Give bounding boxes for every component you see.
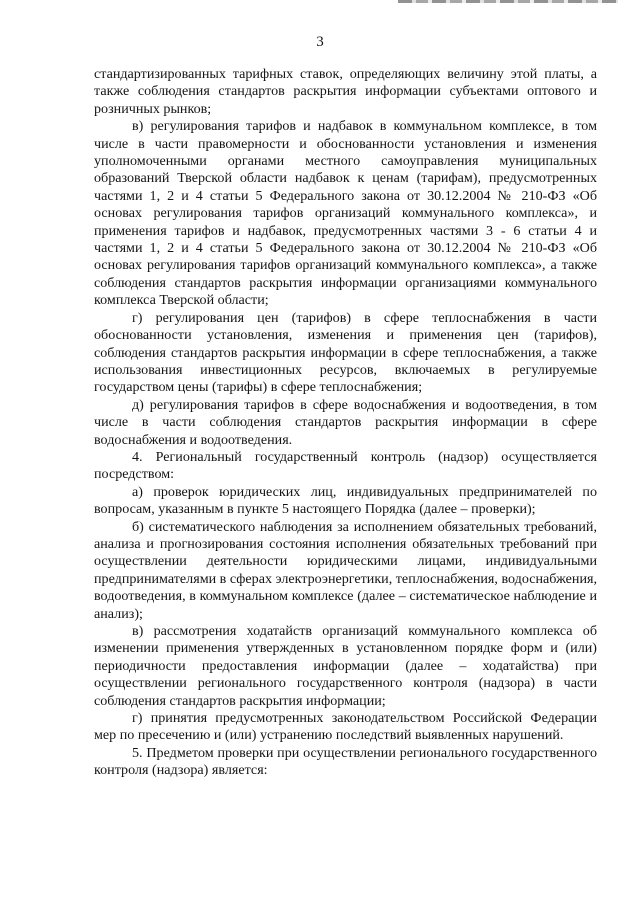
page-number: 3 [316,34,324,50]
document-body [94,66,597,780]
paragraph-item-v-communal: в) регулирования тарифов и надбавок в коммунальном комплексе, в том числе в части правомерности и обоснованности установления и изменения уполномоченными органами местного самоуправления муниципальных образований Тверской области надбавок к ценам (тарифам), предусмотренных частями 1, 2 и 4 статьи 5 Федерального закона от 30.12.2004 № 210-ФЗ «Об основах регулирования тарифов организаций коммунального комплекса», и применения тарифов и надбавок, предусмотренных частями 3 - 6 статьи 4 и частями 1, 2 и 4 статьи 5 Федерального закона от 30.12.2004 № 210-ФЗ «Об основах регулирования тарифов организаций коммунального комплекса», а также соблюдения стандартов раскрытия информации организациями коммунального комплекса Тверской области; [94,118,597,309]
paragraph-item-d-water: д) регулирования тарифов в сфере водоснабжения и водоотведения, в том числе в части соблюдения стандартов раскрытия информации в сфере водоснабжения и водоотведения. [94,396,597,448]
paragraph-item-a-inspections: а) проверок юридических лиц, индивидуальных предпринимателей по вопросам, указанным в пункте 5 настоящего Порядка (далее – проверки); [94,483,597,518]
paragraph-continuation: стандартизированных тарифных ставок, определяющих величину этой платы, а также соблюдения стандартов раскрытия информации субъектами оптового и розничных рынков; [94,66,597,117]
paragraph-item-b-monitoring: б) систематического наблюдения за исполнением обязательных требований, анализа и прогнозирования состояния исполнения обязательных требований при осуществлении деятельности юридическими лицами, индивидуальными предпринимателями в сферах электроэнергетики, теплоснабжения, водоснабжения, водоотведения, в коммунальном комплексе (далее – систематическое наблюдение и анализ); [94,518,597,622]
paragraph-item-v-petitions: в) рассмотрения ходатайств организаций коммунального комплекса об изменении применения утвержденных в установленном порядке форм и (или) периодичности предоставления информации (далее – ходатайства) при осуществлении регионального государственного контроля (надзора) в части соблюдения стандартов раскрытия информации; [94,623,597,709]
paragraph-item-g-heat: г) регулирования цен (тарифов) в сфере теплоснабжения в части обоснованности установления, изменения и применения цен (тарифов), соблюдения стандартов раскрытия информации в сфере теплоснабжения, а также использования инвестиционных ресурсов, включаемых в регулируемые государством цены (тарифы) в сфере теплоснабжения; [94,309,597,396]
paragraph-item-g-measures: г) принятия предусмотренных законодательством Российской Федерации мер по пресечению и (или) устранению последствий выявленных нарушений. [94,710,597,744]
paragraph-section-4: 4. Региональный государственный контроль (надзор) осуществляется посредством: [94,448,597,483]
scan-artifact [398,0,618,3]
paragraph-section-5: 5. Предметом проверки при осуществлении регионального государственного контроля (надзора) является: [94,744,597,779]
